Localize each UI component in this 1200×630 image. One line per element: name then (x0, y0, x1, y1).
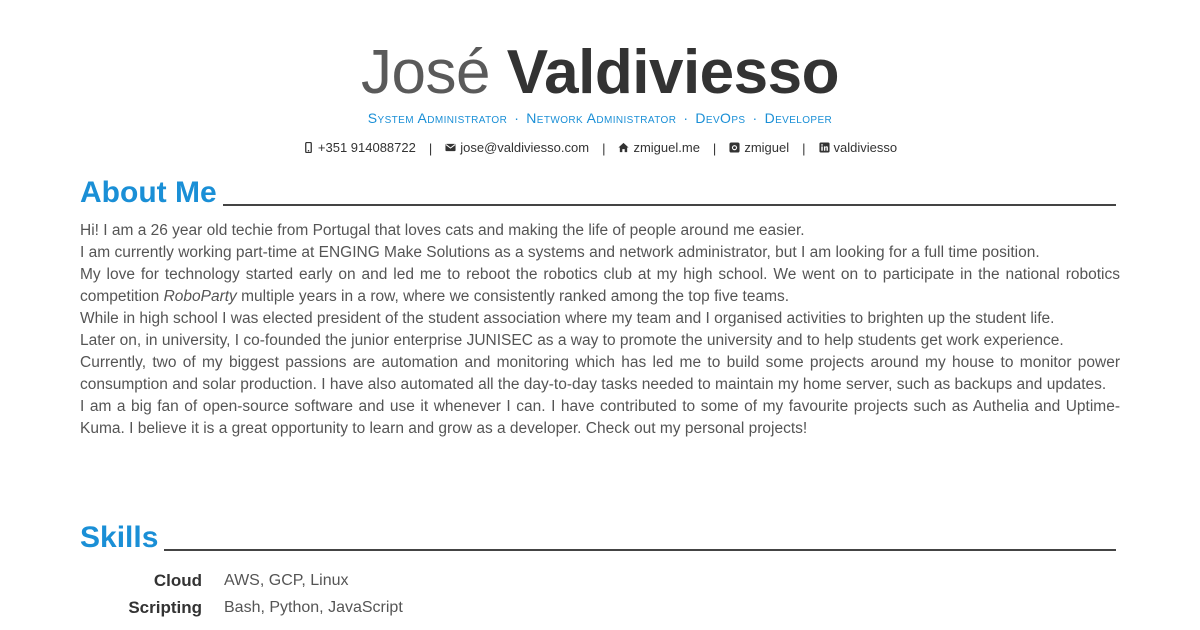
contact-phone[interactable] (303, 140, 416, 155)
position-separator: · (514, 110, 520, 126)
position-separator: · (752, 110, 758, 126)
contact-separator: | (602, 141, 606, 156)
skill-value: AWS, GCP, Linux (224, 571, 349, 589)
github-text: zmiguel (744, 140, 790, 155)
positions-line (0, 110, 1200, 126)
skill-category: Scripting (128, 597, 202, 617)
section-title: About Me (80, 176, 217, 209)
phone-text: +351 914088722 (317, 140, 416, 155)
github-icon (729, 142, 740, 153)
skill-row (80, 594, 1116, 621)
full-name (0, 38, 1200, 108)
first-name: José (361, 38, 490, 107)
skill-value: Bash, Python, JavaScript (224, 598, 403, 616)
about-paragraph: I am a big fan of open-source software and use it whenever I can. I have contributed to some of my favourite projects such as Authelia and Uptime-Kuma. I believe it is a great opportunity to learn and grow as a developer. Check out my personal projects! (80, 398, 1120, 437)
contact-linkedin[interactable] (819, 140, 898, 155)
position-separator: · (683, 110, 689, 126)
email-text: jose@valdiviesso.com (460, 140, 590, 155)
linkedin-icon (819, 142, 830, 153)
resume-header (0, 38, 1200, 156)
linkedin-text: valdiviesso (833, 140, 898, 155)
section-header (80, 178, 1116, 208)
section-divider (223, 204, 1116, 206)
position-item: DevOps (695, 110, 746, 126)
contact-line (0, 140, 1200, 156)
section-header (80, 523, 1116, 553)
contact-email[interactable] (445, 140, 589, 155)
section-divider (164, 549, 1116, 551)
contact-separator: | (428, 141, 433, 156)
about-paragraph: While in high school I was elected president of the student association where my team and I organised activities to brighten up the student life. (80, 310, 1055, 327)
section-title: Skills (80, 521, 159, 554)
about-paragraph: Currently, two of my biggest passions are automation and monitoring which has led me to build some projects around my house to monitor power consumption and solar production. I have also automated all the day-to-day tasks needed to maintain my home server, such as backups and updates. (80, 354, 1120, 393)
roboparty-emphasis: RoboParty (163, 288, 237, 305)
envelope-icon (445, 142, 456, 153)
contact-website[interactable] (618, 140, 699, 155)
website-text: zmiguel.me (633, 140, 700, 155)
skill-row (80, 567, 1116, 594)
about-text-run: My love for technology started early on and led me to reboot the robotics club at my high school. We went on to participate in the national robotics competition (80, 266, 1120, 305)
skill-category: Cloud (153, 570, 202, 590)
position-item: System Administrator (367, 110, 508, 126)
contact-separator: | (802, 141, 806, 156)
about-paragraph (80, 264, 1120, 308)
about-paragraph: I am currently working part-time at ENGING Make Solutions as a systems and network administrator, but I am looking for a full time position. (80, 244, 1040, 261)
contact-github[interactable] (729, 140, 789, 155)
position-item: Network Administrator (526, 110, 677, 126)
about-text-run: multiple years in a row, where we consistently ranked among the top five teams. (236, 288, 790, 305)
position-item: Developer (764, 110, 833, 126)
about-paragraph: Later on, in university, I co-founded the junior enterprise JUNISEC as a way to promote the university and to help students get work experience. (80, 332, 1064, 349)
skills-section (80, 523, 1116, 621)
contact-separator: | (712, 141, 717, 156)
last-name: Valdiviesso (506, 38, 839, 107)
home-icon (618, 142, 629, 153)
about-paragraph: Hi! I am a 26 year old techie from Portugal that loves cats and making the life of people around me easier. (80, 222, 805, 239)
mobile-phone-icon (303, 142, 314, 153)
skills-table (80, 567, 1116, 621)
about-section (80, 176, 1120, 440)
about-text (80, 220, 1120, 440)
